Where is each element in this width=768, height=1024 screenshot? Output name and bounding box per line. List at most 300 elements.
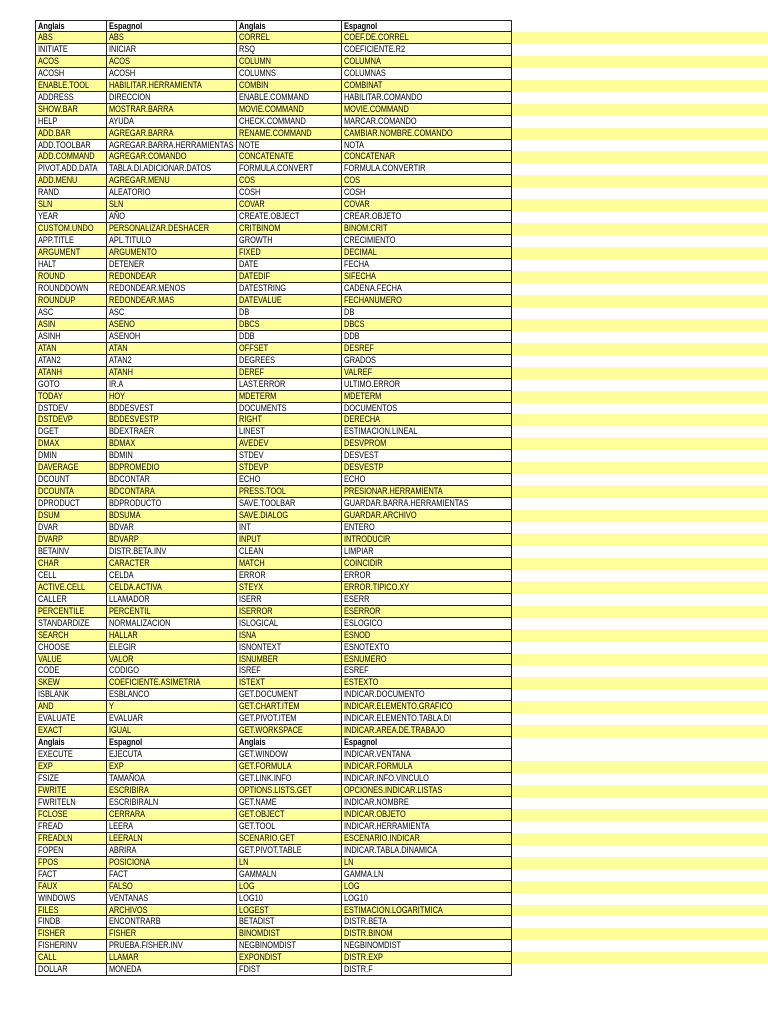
espagnol-cell-2 (342, 391, 512, 403)
row-fill-extension (512, 307, 768, 319)
cell-text: ESTEXTO (344, 677, 379, 688)
cell-text: INDICAR.HERRAMIENTA (344, 820, 430, 831)
anglais-cell-2 (237, 905, 342, 917)
cell-text: DISTR.BETA (344, 916, 387, 927)
espagnol-cell (107, 952, 237, 964)
cell-text: COEFICIENTE.ASIMETRIA (109, 677, 201, 688)
table-row (35, 486, 768, 498)
anglais-cell-2 (237, 247, 342, 259)
cell-text: SAVE.DIALOG (239, 510, 289, 521)
cell-text: FSIZE (38, 773, 59, 784)
espagnol-cell-2 (342, 964, 512, 976)
cell-text: AVEDEV (239, 438, 269, 449)
espagnol-cell (107, 367, 237, 379)
table-row (35, 773, 768, 785)
cell-text: ESTIMACION.LOGARITMICA (344, 904, 443, 915)
anglais-cell-2 (237, 654, 342, 666)
anglais-cell (35, 462, 107, 474)
table-row (35, 163, 768, 175)
cell-text: MONEDA (109, 964, 142, 975)
table-row (35, 56, 768, 68)
cell-text: LOG10 (344, 892, 368, 903)
row-fill-extension (512, 151, 768, 163)
espagnol-cell-2 (342, 701, 512, 713)
cell-text: GET.NAME (239, 796, 277, 807)
espagnol-cell (107, 116, 237, 128)
cell-text: BDDESVESTP (109, 414, 159, 425)
table-row (35, 32, 768, 44)
anglais-cell (35, 199, 107, 211)
column-header (237, 20, 342, 32)
cell-text: MOSTRAR.BARRA (109, 103, 174, 114)
espagnol-cell-2 (342, 450, 512, 462)
table-row (35, 211, 768, 223)
espagnol-cell (107, 773, 237, 785)
anglais-cell (35, 893, 107, 905)
cell-text: VALOR (109, 653, 134, 664)
espagnol-cell-2 (342, 725, 512, 737)
row-fill-extension (512, 558, 768, 570)
cell-text: INDICAR.OBJETO (344, 808, 406, 819)
cell-text: ESERROR (344, 605, 381, 616)
cell-text: Espagnol (109, 737, 143, 748)
table-row (35, 175, 768, 187)
row-fill-extension (512, 522, 768, 534)
table-row (35, 510, 768, 522)
row-fill-extension (512, 952, 768, 964)
espagnol-cell (107, 510, 237, 522)
cell-text: SEARCH (38, 629, 69, 640)
cell-text: POSICIONA (109, 856, 151, 867)
anglais-cell (35, 809, 107, 821)
cell-text: ESERR (344, 593, 370, 604)
cell-text: SCENARIO.GET (239, 832, 295, 843)
anglais-cell (35, 450, 107, 462)
anglais-cell-2 (237, 92, 342, 104)
table-row (35, 618, 768, 630)
cell-text: HELP (38, 115, 58, 126)
cell-text: DECIMAL (344, 247, 377, 258)
cell-text: AYUDA (109, 115, 134, 126)
table-row (35, 630, 768, 642)
row-fill-extension (512, 247, 768, 259)
table-row (35, 558, 768, 570)
anglais-cell-2 (237, 319, 342, 331)
row-fill-extension (512, 199, 768, 211)
cell-text: ASINH (38, 330, 61, 341)
espagnol-cell-2 (342, 355, 512, 367)
cell-text: FORMULA.CONVERTIR (344, 163, 426, 174)
cell-text: REDONDEAR.MENOS (109, 282, 186, 293)
espagnol-cell (107, 558, 237, 570)
cell-text: SLN (38, 199, 53, 210)
anglais-cell-2 (237, 235, 342, 247)
cell-text: ATANH (109, 366, 133, 377)
espagnol-cell (107, 642, 237, 654)
cell-text: Anglais (38, 21, 65, 31)
anglais-cell (35, 343, 107, 355)
cell-text: HOY (109, 390, 126, 401)
anglais-cell-2 (237, 785, 342, 797)
cell-text: FINDB (38, 916, 61, 927)
cell-text: ABS (38, 31, 53, 42)
cell-text: Espagnol (344, 21, 378, 31)
cell-text: PIVOT.ADD.DATA (38, 163, 98, 174)
cell-text: NEGBINOMDIST (239, 940, 297, 951)
espagnol-cell-2 (342, 845, 512, 857)
table-row (35, 247, 768, 259)
cell-text: GET.PIVOT.TABLE (239, 844, 302, 855)
row-fill-extension (512, 211, 768, 223)
row-fill-extension (512, 414, 768, 426)
espagnol-cell-2 (342, 606, 512, 618)
espagnol-cell-2 (342, 677, 512, 689)
row-fill-extension (512, 570, 768, 582)
table-row (35, 295, 768, 307)
anglais-cell-2 (237, 618, 342, 630)
cell-text: Espagnol (109, 21, 143, 31)
anglais-cell (35, 522, 107, 534)
table-row (35, 546, 768, 558)
cell-text: ATAN (38, 342, 57, 353)
cell-text: GAMMA.LN (344, 868, 384, 879)
espagnol-cell (107, 104, 237, 116)
row-fill-extension (512, 642, 768, 654)
espagnol-cell (107, 761, 237, 773)
cell-text: TAMAÑOA (109, 773, 145, 784)
anglais-cell (35, 426, 107, 438)
cell-text: CRITBINOM (239, 223, 281, 234)
cell-text: ALEATORIO (109, 187, 151, 198)
anglais-cell (35, 546, 107, 558)
cell-text: FISHER (109, 928, 137, 939)
anglais-cell (35, 367, 107, 379)
cell-text: CELDA (109, 569, 134, 580)
espagnol-cell-2 (342, 570, 512, 582)
espagnol-cell-2 (342, 307, 512, 319)
cell-text: FORMULA.CONVERT (239, 163, 314, 174)
cell-text: CALL (38, 952, 57, 963)
anglais-cell (35, 606, 107, 618)
cell-text: NEGBINOMDIST (344, 940, 402, 951)
table-row (35, 283, 768, 295)
cell-text: COMBINAT (344, 79, 383, 90)
cell-text: STANDARDIZE (38, 617, 90, 628)
cell-text: STDEV (239, 450, 264, 461)
anglais-cell-2 (237, 486, 342, 498)
cell-text: NORMALIZACION (109, 617, 171, 628)
espagnol-cell-2 (342, 295, 512, 307)
table-row (35, 44, 768, 56)
row-fill-extension (512, 283, 768, 295)
espagnol-cell (107, 582, 237, 594)
espagnol-cell (107, 916, 237, 928)
espagnol-cell-2 (342, 379, 512, 391)
cell-text: DBCS (344, 318, 365, 329)
cell-text: DCOUNTA (38, 486, 74, 497)
row-fill-extension (512, 355, 768, 367)
row-fill-extension (512, 187, 768, 199)
row-fill-extension (512, 510, 768, 522)
anglais-cell-2 (237, 211, 342, 223)
espagnol-cell-2 (342, 271, 512, 283)
table-row (35, 833, 768, 845)
cell-text: CONCATENATE (239, 151, 294, 162)
column-header (35, 20, 107, 32)
anglais-cell (35, 259, 107, 271)
espagnol-cell (107, 343, 237, 355)
row-fill-extension (512, 116, 768, 128)
anglais-cell-2 (237, 510, 342, 522)
table-row (35, 916, 768, 928)
cell-text: VALUE (38, 653, 62, 664)
anglais-cell (35, 211, 107, 223)
cell-text: CODE (38, 665, 60, 676)
cell-text: GET.DOCUMENT (239, 689, 299, 700)
cell-text: COS (344, 175, 361, 186)
espagnol-cell (107, 725, 237, 737)
cell-text: ISNONTEXT (239, 641, 282, 652)
espagnol-cell (107, 331, 237, 343)
espagnol-cell (107, 32, 237, 44)
table-row (35, 80, 768, 92)
cell-text: MDETERM (239, 390, 277, 401)
anglais-cell (35, 785, 107, 797)
espagnol-cell (107, 247, 237, 259)
cell-text: ISERR (239, 593, 262, 604)
cell-text: ARGUMENT (38, 247, 81, 258)
cell-text: FREADLN (38, 832, 73, 843)
espagnol-cell (107, 964, 237, 976)
cell-text: CELDA.ACTIVA (109, 581, 162, 592)
espagnol-cell (107, 151, 237, 163)
row-fill-extension (512, 893, 768, 905)
anglais-cell (35, 964, 107, 976)
anglais-cell (35, 307, 107, 319)
anglais-cell-2 (237, 367, 342, 379)
table-row (35, 68, 768, 80)
cell-text: GROWTH (239, 235, 273, 246)
espagnol-cell-2 (342, 594, 512, 606)
anglais-cell (35, 797, 107, 809)
anglais-cell-2 (237, 952, 342, 964)
table-row (35, 104, 768, 116)
cell-text: BDMIN (109, 450, 133, 461)
anglais-cell-2 (237, 343, 342, 355)
anglais-cell (35, 295, 107, 307)
table-row (35, 151, 768, 163)
table-row (35, 343, 768, 355)
cell-text: COSH (344, 187, 366, 198)
cell-text: COINCIDIR (344, 557, 383, 568)
anglais-cell-2 (237, 881, 342, 893)
anglais-cell-2 (237, 845, 342, 857)
cell-text: HABILITAR.COMANDO (344, 91, 423, 102)
anglais-cell (35, 68, 107, 80)
espagnol-cell (107, 701, 237, 713)
cell-text: AGREGAR.COMANDO (109, 151, 187, 162)
cell-text: SIFECHA (344, 271, 376, 282)
espagnol-cell (107, 319, 237, 331)
anglais-cell (35, 701, 107, 713)
espagnol-cell (107, 606, 237, 618)
row-fill-extension (512, 916, 768, 928)
espagnol-cell (107, 462, 237, 474)
anglais-cell-2 (237, 450, 342, 462)
table-row (35, 522, 768, 534)
cell-text: BETAINV (38, 545, 70, 556)
anglais-cell-2 (237, 175, 342, 187)
row-fill-extension (512, 20, 768, 32)
cell-text: FDIST (239, 964, 261, 975)
espagnol-cell-2 (342, 665, 512, 677)
espagnol-cell-2 (342, 319, 512, 331)
anglais-cell-2 (237, 582, 342, 594)
table-row (35, 642, 768, 654)
cell-text: ABRIRA (109, 844, 137, 855)
anglais-cell-2 (237, 128, 342, 140)
cell-text: SKEW (38, 677, 60, 688)
espagnol-cell-2 (342, 462, 512, 474)
cell-text: ESBLANCO (109, 689, 150, 700)
anglais-cell-2 (237, 259, 342, 271)
cell-text: LEERALN (109, 832, 143, 843)
cell-text: LLAMAR (109, 952, 139, 963)
espagnol-cell-2 (342, 486, 512, 498)
espagnol-cell-2 (342, 498, 512, 510)
cell-text: GET.TOOL (239, 820, 276, 831)
anglais-cell-2 (237, 187, 342, 199)
espagnol-cell-2 (342, 151, 512, 163)
espagnol-cell-2 (342, 582, 512, 594)
cell-text: ABS (109, 31, 124, 42)
cell-text: DDB (239, 330, 255, 341)
column-header (35, 737, 107, 749)
cell-text: CREAR.OBJETO (344, 211, 402, 222)
row-fill-extension (512, 833, 768, 845)
cell-text: DMIN (38, 450, 57, 461)
cell-text: ERROR.TIPICO.XY (344, 581, 410, 592)
espagnol-cell-2 (342, 211, 512, 223)
cell-text: FOPEN (38, 844, 64, 855)
anglais-cell-2 (237, 558, 342, 570)
cell-text: DATEDIF (239, 271, 271, 282)
table-row (35, 821, 768, 833)
cell-text: HABILITAR.HERRAMIENTA (109, 79, 202, 90)
cell-text: ECHO (344, 474, 366, 485)
row-fill-extension (512, 331, 768, 343)
column-header (107, 20, 237, 32)
espagnol-cell (107, 140, 237, 152)
anglais-cell (35, 56, 107, 68)
table-row (35, 391, 768, 403)
espagnol-cell-2 (342, 343, 512, 355)
table-row (35, 940, 768, 952)
cell-text: INPUT (239, 533, 262, 544)
cell-text: SAVE.TOOLBAR (239, 498, 296, 509)
cell-text: ATAN2 (109, 354, 132, 365)
anglais-cell-2 (237, 151, 342, 163)
table-row (35, 367, 768, 379)
row-fill-extension (512, 438, 768, 450)
espagnol-cell (107, 474, 237, 486)
anglais-cell-2 (237, 140, 342, 152)
cell-text: COMBIN (239, 79, 269, 90)
anglais-cell (35, 438, 107, 450)
table-row (35, 307, 768, 319)
anglais-cell-2 (237, 391, 342, 403)
table-row (35, 881, 768, 893)
espagnol-cell (107, 630, 237, 642)
row-fill-extension (512, 56, 768, 68)
espagnol-cell-2 (342, 510, 512, 522)
anglais-cell (35, 773, 107, 785)
table-row (35, 594, 768, 606)
espagnol-cell (107, 881, 237, 893)
cell-text: ASC (38, 306, 54, 317)
espagnol-cell (107, 426, 237, 438)
cell-text: DISTR.EXP (344, 952, 383, 963)
espagnol-cell-2 (342, 522, 512, 534)
row-fill-extension (512, 630, 768, 642)
cell-text: DESVPROM (344, 438, 387, 449)
cell-text: STDEVP (239, 462, 269, 473)
cell-text: DATESTRING (239, 282, 287, 293)
cell-text: COSH (239, 187, 261, 198)
row-fill-extension (512, 594, 768, 606)
anglais-cell-2 (237, 928, 342, 940)
cell-text: MOVIE.COMMAND (344, 103, 409, 114)
cell-text: DISTR.BETA.INV (109, 545, 167, 556)
espagnol-cell (107, 128, 237, 140)
cell-text: BDVARP (109, 533, 139, 544)
cell-text: ASC (109, 306, 125, 317)
cell-text: GET.WINDOW (239, 749, 288, 760)
cell-text: NOTA (344, 139, 364, 150)
row-fill-extension (512, 749, 768, 761)
cell-text: COVAR (344, 199, 370, 210)
anglais-cell-2 (237, 893, 342, 905)
table-row (35, 474, 768, 486)
row-fill-extension (512, 367, 768, 379)
cell-text: Anglais (38, 737, 65, 748)
espagnol-cell (107, 163, 237, 175)
table-row (35, 235, 768, 247)
cell-text: MDETERM (344, 390, 382, 401)
cell-text: EVALUATE (38, 713, 76, 724)
espagnol-cell (107, 618, 237, 630)
espagnol-cell (107, 833, 237, 845)
espagnol-cell-2 (342, 558, 512, 570)
anglais-cell-2 (237, 283, 342, 295)
espagnol-cell (107, 689, 237, 701)
espagnol-cell-2 (342, 187, 512, 199)
row-fill-extension (512, 391, 768, 403)
cell-text: LOG10 (239, 892, 263, 903)
anglais-cell (35, 319, 107, 331)
cell-text: ECHO (239, 474, 261, 485)
cell-text: LIMPIAR (344, 545, 374, 556)
row-fill-extension (512, 534, 768, 546)
anglais-cell (35, 630, 107, 642)
espagnol-cell-2 (342, 414, 512, 426)
cell-text: CUSTOM.UNDO (38, 223, 94, 234)
anglais-cell-2 (237, 295, 342, 307)
row-fill-extension (512, 92, 768, 104)
cell-text: PRESS.TOOL (239, 486, 287, 497)
anglais-cell (35, 761, 107, 773)
espagnol-cell-2 (342, 857, 512, 869)
